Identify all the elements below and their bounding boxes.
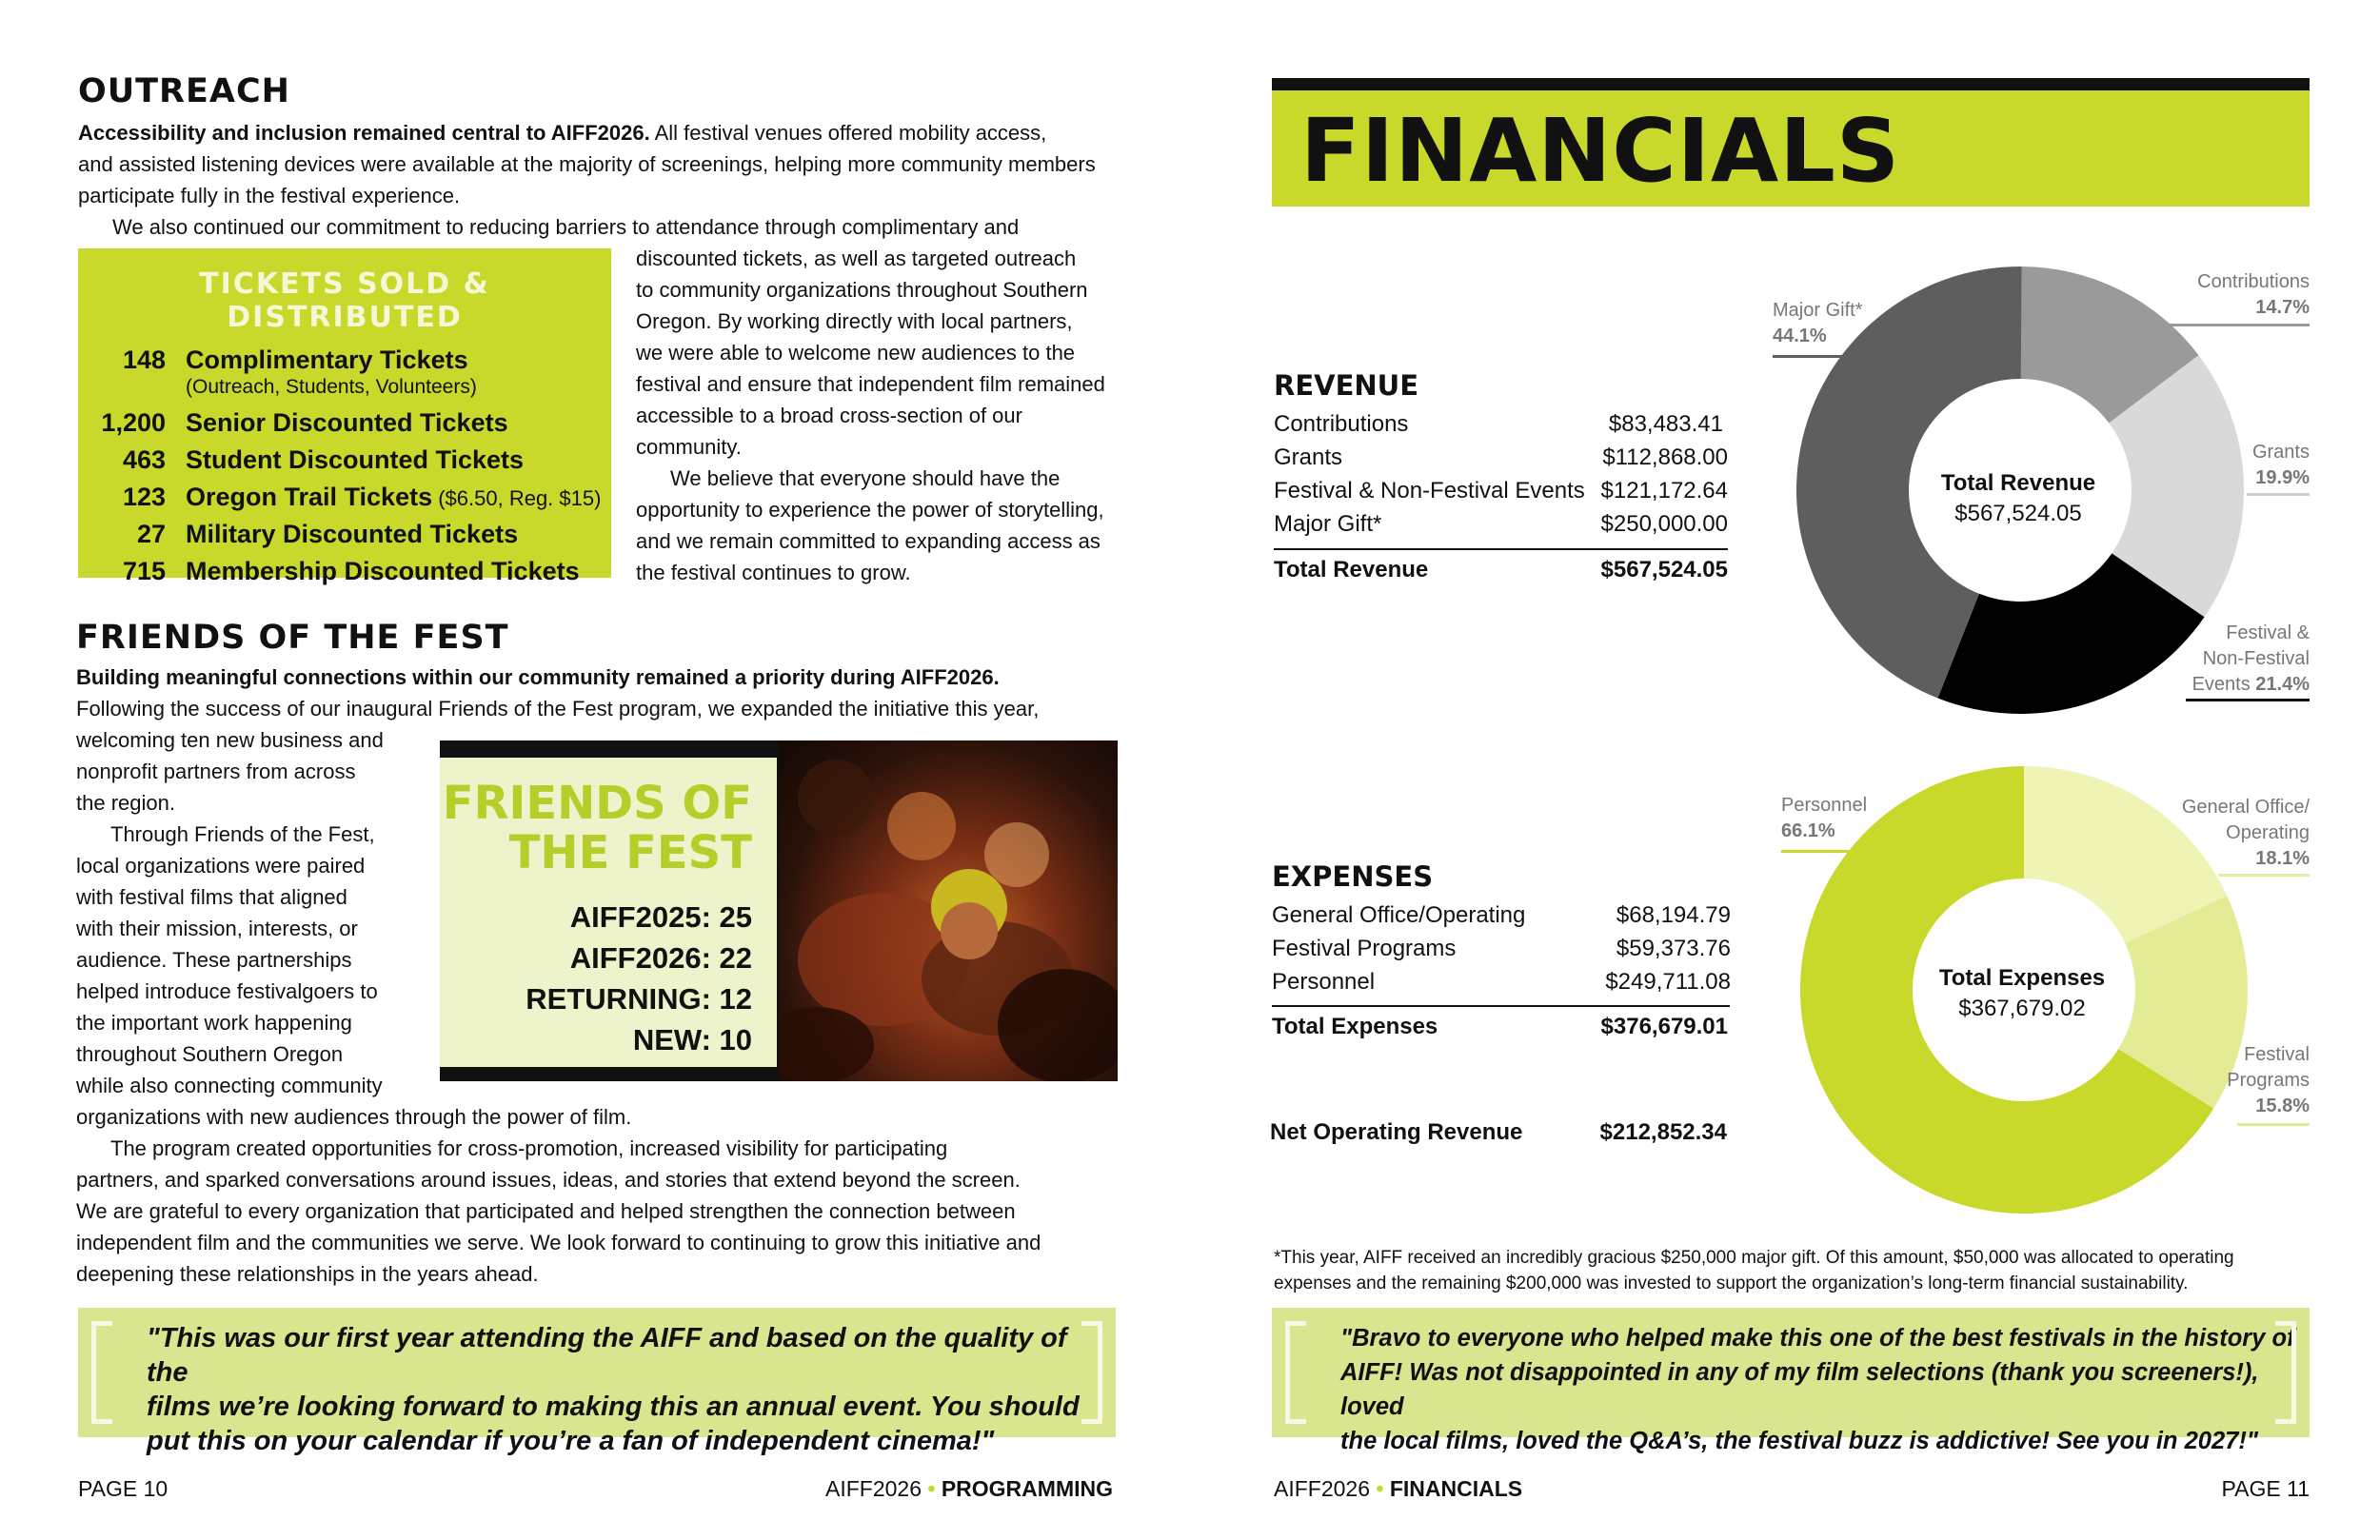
ticket-label: Student Discounted Tickets bbox=[186, 445, 525, 474]
revenue-slice-label: Contributions 14.7% bbox=[2197, 271, 2310, 318]
friends-stat: AIFF2026: 22 bbox=[569, 941, 752, 975]
friends-para2-line: while also connecting community bbox=[76, 1074, 383, 1097]
friends-para2-line: local organizations were paired bbox=[76, 854, 366, 878]
revenue-total-amount: $567,524.05 bbox=[1600, 557, 1728, 582]
revenue-row-label: Contributions bbox=[1274, 411, 1409, 437]
revenue-leader-line bbox=[1773, 355, 1868, 358]
quote-text: "This was our first year attending the AIFF and based on the quality of the films we’re looking forward to making this an annual event. You should put this on your calendar if you’re a fan of independent cinema!" bbox=[147, 1323, 1080, 1456]
revenue-row-label: Major Gift* bbox=[1274, 511, 1382, 537]
expenses-row-amount: $68,194.79 bbox=[1616, 902, 1731, 928]
ticket-label: Membership Discounted Tickets bbox=[186, 557, 580, 585]
friends-full-line: partners, and sparked conversations around issues, ideas, and stories that extend beyond the screen. bbox=[76, 1168, 1021, 1192]
expenses-leader-line bbox=[2218, 874, 2310, 877]
outreach-lead-rest: All festival venues offered mobility access, bbox=[649, 121, 1047, 145]
expenses-row-label: General Office/Operating bbox=[1272, 902, 1526, 928]
friends-para2-line: with their mission, interests, or bbox=[76, 917, 358, 940]
expenses-heading: EXPENSES bbox=[1272, 860, 1434, 893]
expenses-total-label: Total Expenses bbox=[1272, 1014, 1438, 1039]
friends-para2-line: throughout Southern Oregon bbox=[76, 1042, 344, 1066]
outreach-wrap-line: discounted tickets, as well as targeted outreach bbox=[636, 247, 1077, 270]
tickets-title: TICKETS SOLD & DISTRIBUTED bbox=[199, 267, 490, 334]
page-number: PAGE 11 bbox=[2221, 1476, 2310, 1501]
friends-line: Following the success of our inaugural Friends of the Fest program, we expanded the initiative this year, bbox=[76, 697, 1040, 721]
expenses-slice-label: Festival Programs 15.8% bbox=[2227, 1044, 2310, 1116]
friends-para2-line: Through Friends of the Fest, bbox=[110, 822, 375, 846]
friends-box-title: FRIENDS OF THE FEST bbox=[442, 777, 752, 879]
friends-wrap-line: the region. bbox=[76, 791, 175, 815]
friends-stat: AIFF2025: 25 bbox=[569, 900, 752, 934]
expenses-total-amount: $376,679.01 bbox=[1600, 1014, 1728, 1039]
expenses-row-label: Personnel bbox=[1272, 969, 1376, 995]
ticket-count: 123 bbox=[122, 483, 166, 511]
revenue-row-amount: $112,868.00 bbox=[1602, 444, 1728, 470]
friends-full-line: independent film and the communities we serve. We look forward to continuing to grow this initiative and bbox=[76, 1231, 1041, 1254]
friends-stat: RETURNING: 12 bbox=[526, 982, 752, 1016]
friends-para2-line: audience. These partnerships bbox=[76, 948, 352, 972]
expenses-leader-line bbox=[2237, 1123, 2310, 1126]
revenue-center-value: $567,524.05 bbox=[1954, 501, 2082, 526]
expenses-row-label: Festival Programs bbox=[1272, 936, 1457, 961]
ticket-price-note: ($6.50, Reg. $15) bbox=[432, 486, 602, 510]
revenue-row-label: Festival & Non-Festival Events bbox=[1274, 478, 1585, 503]
expenses-center-value: $367,679.02 bbox=[1958, 996, 2086, 1021]
friends-para2-line: the important work happening bbox=[76, 1011, 352, 1035]
friends-para2-line: helped introduce festivalgoers to bbox=[76, 979, 378, 1003]
revenue-slice-label: Festival & Non-Festival Events 21.4% bbox=[2192, 622, 2310, 695]
ticket-label: Complimentary Tickets bbox=[186, 346, 468, 374]
outreach-wrap-line: to community organizations throughout Southern bbox=[636, 278, 1088, 302]
outreach-lead-bold: Accessibility and inclusion remained central to AIFF2026. bbox=[78, 121, 650, 145]
bracket-left-icon bbox=[1285, 1321, 1306, 1424]
friends-full-line: We are grateful to every organization that participated and helped strengthen the connection between bbox=[76, 1199, 1016, 1223]
section-footer: AIFF2026 • PROGRAMMING bbox=[824, 1476, 1113, 1501]
outreach-line: and assisted listening devices were available at the majority of screenings, helping more community members bbox=[78, 152, 1096, 176]
expenses-leader-line bbox=[1781, 850, 1874, 853]
ticket-count: 148 bbox=[122, 346, 166, 374]
ticket-label: Military Discounted Tickets bbox=[186, 520, 519, 548]
outreach-wrap-line: Oregon. By working directly with local partners, bbox=[636, 309, 1073, 333]
expenses-chart-center bbox=[1927, 965, 2117, 1022]
ticket-count: 1,200 bbox=[101, 408, 166, 437]
expenses-slice-label: General Office/ Operating 18.1% bbox=[2181, 797, 2310, 869]
friends-lead-bold: Building meaningful connections within our community remained a priority during AIFF2026. bbox=[76, 665, 1000, 689]
outreach-line: participate fully in the festival experience. bbox=[78, 184, 461, 207]
outreach-para3-line: We believe that everyone should have the bbox=[670, 466, 1061, 490]
friends-wrap-line: nonprofit partners from across bbox=[76, 760, 356, 783]
friends-wrap-line: welcoming ten new business and bbox=[76, 728, 384, 752]
section-footer: AIFF2026 • FINANCIALS bbox=[1274, 1476, 1523, 1501]
revenue-row-amount: $121,172.64 bbox=[1600, 478, 1728, 503]
expenses-row-amount: $59,373.76 bbox=[1616, 936, 1731, 961]
revenue-leader-line bbox=[2163, 324, 2310, 326]
revenue-center-title: Total Revenue bbox=[1940, 470, 2096, 496]
revenue-slice-label: Major Gift* 44.1% bbox=[1773, 300, 1863, 346]
friends-stat: NEW: 10 bbox=[632, 1023, 752, 1056]
friends-full-line: The program created opportunities for cross-promotion, increased visibility for participating bbox=[110, 1136, 948, 1160]
revenue-slice-label: Grants 19.9% bbox=[2251, 442, 2310, 488]
outreach-wrap-line: we were able to welcome new audiences to the bbox=[636, 341, 1076, 365]
outreach-heading: OUTREACH bbox=[78, 72, 290, 110]
revenue-chart-center bbox=[1923, 470, 2113, 527]
revenue-leader-line bbox=[2186, 699, 2310, 701]
friends-full-line: organizations with new audiences through the power of film. bbox=[76, 1105, 632, 1129]
expenses-row-amount: $249,711.08 bbox=[1605, 969, 1731, 995]
ticket-count: 27 bbox=[136, 520, 166, 548]
revenue-leader-line bbox=[2247, 493, 2310, 496]
expenses-center-title: Total Expenses bbox=[1938, 965, 2106, 991]
friends-full-line: deepening these relationships in the years ahead. bbox=[76, 1262, 539, 1286]
outreach-para3-line: opportunity to experience the power of storytelling, bbox=[636, 498, 1104, 522]
friends-para2-line: with festival films that aligned bbox=[76, 885, 347, 909]
ticket-label: Senior Discounted Tickets bbox=[186, 408, 508, 437]
page-number: PAGE 10 bbox=[78, 1476, 169, 1501]
outreach-wrap-line: community. bbox=[636, 435, 742, 459]
testimonial-quote bbox=[1272, 1308, 2310, 1454]
financial-footnote: *This year, AIFF received an incredibly gracious $250,000 major gift. Of this amount, $50,000 was allocated to operating expenses and the remaining $200,000 was invested to support the organization’s long-term financial sustainability. bbox=[1274, 1248, 2234, 1293]
outreach-para2-first: We also continued our commitment to reducing barriers to attendance through complimentary and bbox=[112, 215, 1020, 239]
revenue-row-amount: $83,483.41 bbox=[1608, 411, 1723, 437]
ticket-count: 463 bbox=[122, 445, 166, 474]
outreach-para3-line: and we remain committed to expanding access as bbox=[636, 529, 1101, 553]
net-revenue-amount: $212,852.34 bbox=[1599, 1119, 1727, 1145]
bracket-right-icon bbox=[2275, 1321, 2296, 1424]
revenue-row-amount: $250,000.00 bbox=[1600, 511, 1728, 537]
quote-text: "Bravo to everyone who helped make this one of the best festivals in the history of AIFF! Was not disappointed in any of my film selections (thank you screeners!), loved the local films, loved the Q&A’s, the festival buzz is addictive! See you in 2027!" bbox=[1340, 1325, 2295, 1454]
ticket-label: Oregon Trail Tickets ($6.50, Reg. $15) bbox=[186, 483, 602, 511]
net-revenue-label: Net Operating Revenue bbox=[1270, 1119, 1523, 1145]
revenue-total-label: Total Revenue bbox=[1274, 557, 1429, 582]
financials-title: FINANCIALS bbox=[1300, 100, 1901, 202]
friends-heading: FRIENDS OF THE FEST bbox=[76, 619, 509, 657]
revenue-row-label: Grants bbox=[1274, 444, 1343, 470]
ticket-count: 715 bbox=[122, 557, 166, 585]
outreach-wrap-line: accessible to a broad cross-section of our bbox=[636, 404, 1022, 427]
revenue-heading: REVENUE bbox=[1274, 369, 1419, 402]
expenses-slice-label: Personnel 66.1% bbox=[1781, 795, 1868, 841]
outreach-para3-line: the festival continues to grow. bbox=[636, 561, 911, 584]
outreach-wrap-line: festival and ensure that independent film remained bbox=[636, 372, 1105, 396]
ticket-sublabel: (Outreach, Students, Volunteers) bbox=[186, 376, 477, 398]
